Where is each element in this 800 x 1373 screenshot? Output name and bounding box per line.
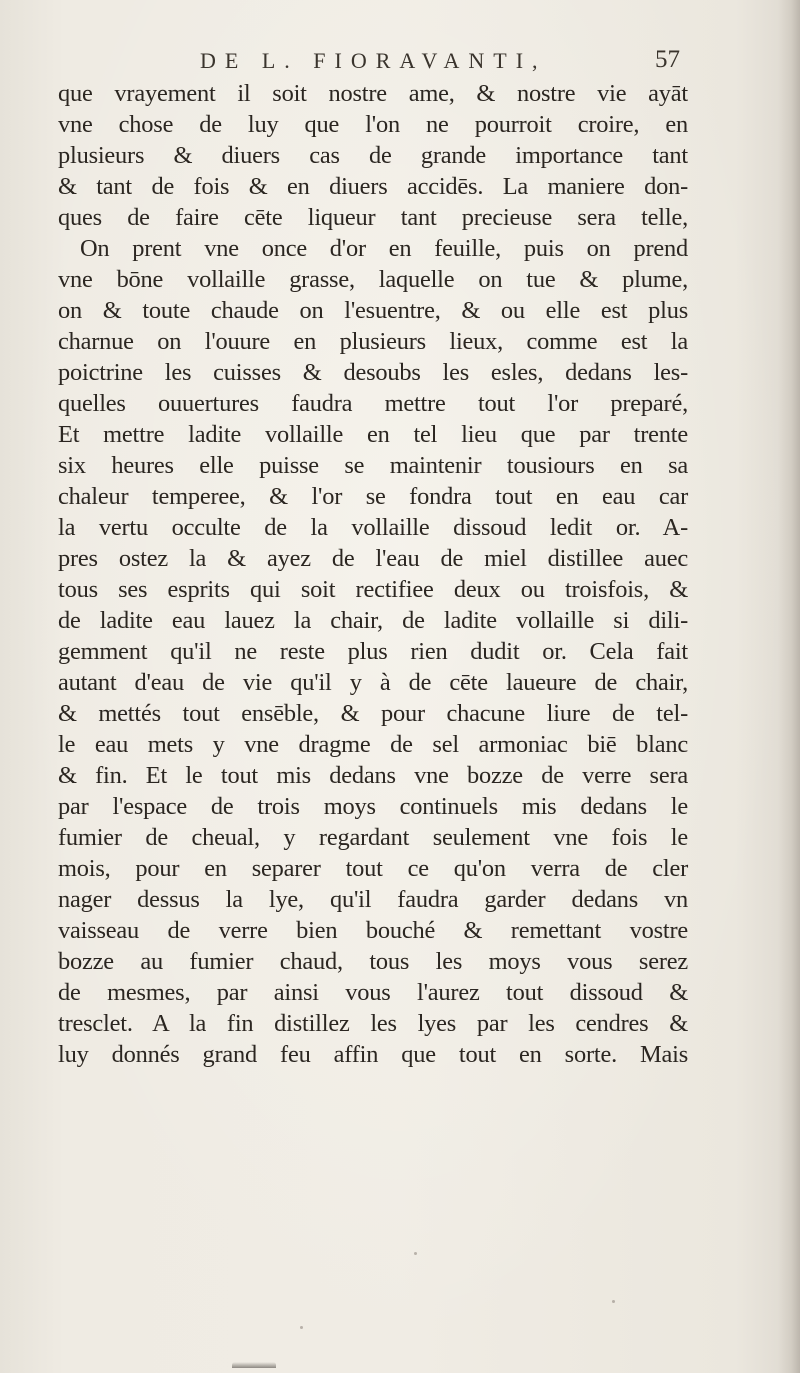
- text-line: pres ostez la & ayez de l'eau de miel distillee auec: [58, 545, 688, 572]
- text-line: par l'espace de trois moys continuels mis dedans le: [58, 793, 688, 820]
- text-line: fumier de cheual, y regardant seulement vne fois le: [58, 824, 688, 851]
- text-line: tresclet. A la fin distillez les lyes par les cendres &: [58, 1010, 688, 1037]
- text-line: vne bōne vollaille grasse, laquelle on tue & plume,: [58, 266, 688, 293]
- text-line: & mettés tout ensēble, & pour chacune liure de tel-: [58, 700, 688, 727]
- text-line: Et mettre ladite vollaille en tel lieu que par trente: [58, 421, 688, 448]
- text-line: le eau mets y vne dragme de sel armoniac biē blanc: [58, 731, 688, 758]
- text-line: charnue on l'ouure en plusieurs lieux, comme est la: [58, 328, 688, 355]
- text-line: de ladite eau lauez la chair, de ladite vollaille si dili-: [58, 607, 688, 634]
- text-line: de mesmes, par ainsi vous l'aurez tout dissoud &: [58, 979, 688, 1006]
- paper-speck: [612, 1300, 615, 1303]
- page-edge-shadow: [778, 0, 800, 1373]
- running-head-title: DE L. FIORAVANTI,: [200, 48, 547, 73]
- paper-speck: [300, 1326, 303, 1329]
- running-head: [200, 44, 680, 80]
- text-line: & fin. Et le tout mis dedans vne bozze de verre sera: [58, 762, 688, 789]
- text-line: on & toute chaude on l'esuentre, & ou elle est plus: [58, 297, 688, 324]
- text-line: bozze au fumier chaud, tous les moys vous serez: [58, 948, 688, 975]
- text-line: la vertu occulte de la vollaille dissoud ledit or. A-: [58, 514, 688, 541]
- page-number: 57: [655, 46, 680, 73]
- body-text: [58, 78, 688, 1070]
- paper-speck: [414, 1252, 417, 1255]
- text-line: autant d'eau de vie qu'il y à de cēte laueure de chair,: [58, 669, 688, 696]
- text-line: mois, pour en separer tout ce qu'on verra de cler: [58, 855, 688, 882]
- page-bottom-mark: [232, 1362, 276, 1368]
- text-line: On prent vne once d'or en feuille, puis on prend: [80, 235, 688, 262]
- text-line: que vrayement il soit nostre ame, & nostre vie ayāt: [58, 80, 688, 107]
- text-line: vaisseau de verre bien bouché & remettant vostre: [58, 917, 688, 944]
- text-line: quelles ouuertures faudra mettre tout l'or preparé,: [58, 390, 688, 417]
- text-line: tous ses esprits qui soit rectifiee deux ou troisfois, &: [58, 576, 688, 603]
- text-line: ques de faire cēte liqueur tant precieuse sera telle,: [58, 204, 688, 231]
- text-line: nager dessus la lye, qu'il faudra garder dedans vn: [58, 886, 688, 913]
- text-line: chaleur temperee, & l'or se fondra tout en eau car: [58, 483, 688, 510]
- text-line: luy donnés grand feu affin que tout en sorte. Mais: [58, 1041, 688, 1068]
- text-line: gemment qu'il ne reste plus rien dudit or. Cela fait: [58, 638, 688, 665]
- text-line: plusieurs & diuers cas de grande importance tant: [58, 142, 688, 169]
- text-line: & tant de fois & en diuers accidēs. La maniere don-: [58, 173, 688, 200]
- text-line: vne chose de luy que l'on ne pourroit croire, en: [58, 111, 688, 138]
- text-line: six heures elle puisse se maintenir tousiours en sa: [58, 452, 688, 479]
- text-line: poictrine les cuisses & desoubs les esles, dedans les-: [58, 359, 688, 386]
